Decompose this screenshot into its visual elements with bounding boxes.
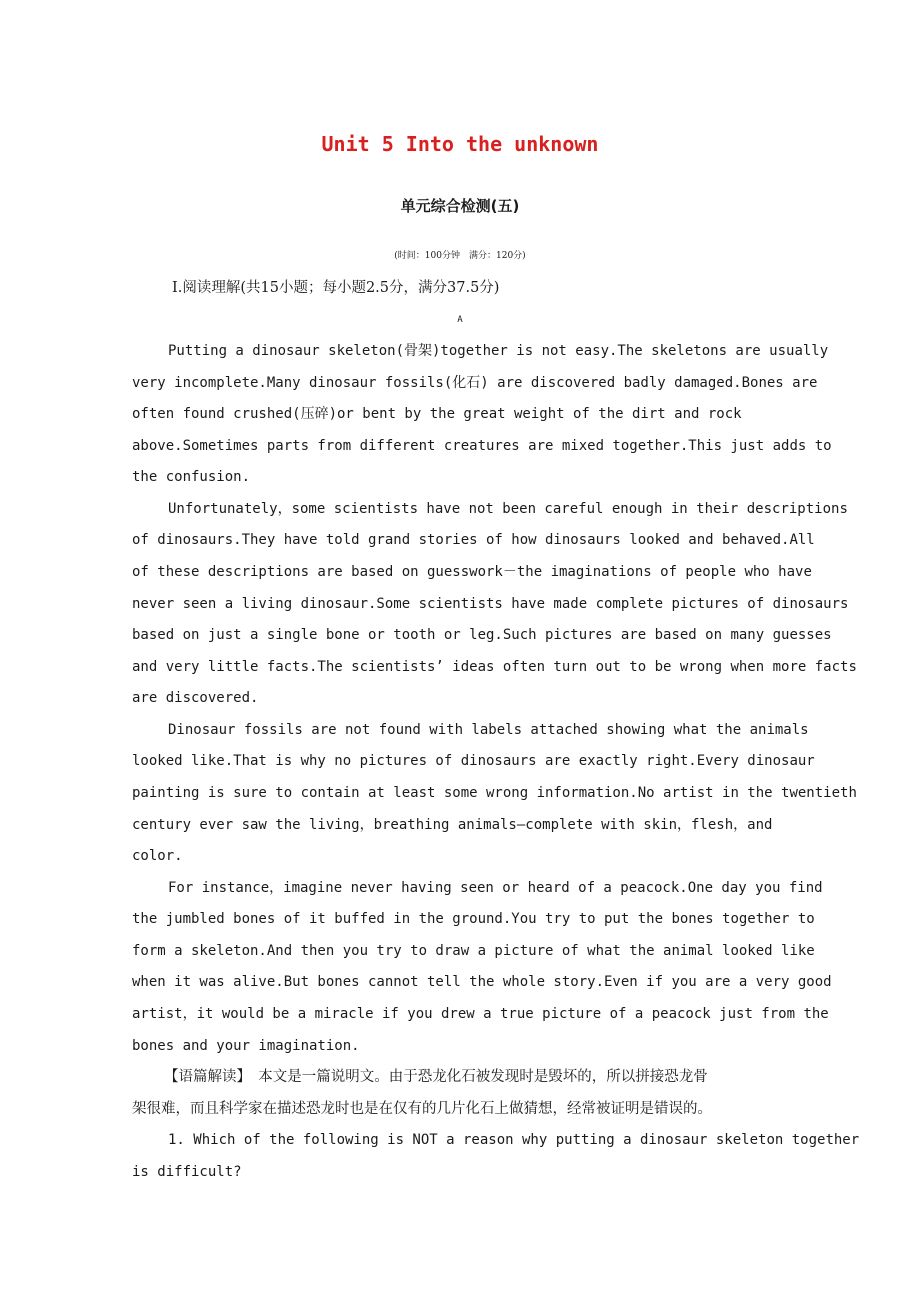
p2-line: and very little facts.The scientists’ ideas often turn out to be wrong when more facts <box>132 659 857 675</box>
p1-line: Putting a dinosaur skeleton(骨架)together is not easy.The skeletons are usually <box>168 343 829 359</box>
p3-line: looked like.That is why no pictures of dinosaurs are exactly right.Every dinosaur <box>132 753 815 769</box>
analysis-line: 架很难，而且科学家在描述恐龙时也是在仅有的几片化石上做猜想，经常被证明是错误的。 <box>132 1101 712 1117</box>
p2-line: based on just a single bone or tooth or leg.Such pictures are based on many guesses <box>132 627 832 643</box>
p4-line: For instance，imagine never having seen or heard of a peacock.One day you find <box>168 880 823 896</box>
p1-line: the confusion. <box>132 469 251 485</box>
p2-line: of dinosaurs.They have told grand stories of how dinosaurs looked and behaved.All <box>132 532 815 548</box>
p3-line: century ever saw the living，breathing animals—complete with skin，flesh，and <box>132 817 773 833</box>
p3-line: color. <box>132 848 183 864</box>
p1-line: often found crushed(压碎)or bent by the great weight of the dirt and rock <box>132 406 742 422</box>
question-1: 1. Which of the following is NOT a reason why putting a dinosaur skeleton together <box>168 1132 860 1148</box>
unit-title: Unit 5 Into the unknown <box>321 132 599 156</box>
passage-label: A <box>457 315 463 325</box>
p3-line: Dinosaur fossils are not found with labels attached showing what the animals <box>168 722 809 738</box>
question-1-cont: is difficult? <box>132 1164 242 1180</box>
p4-line: when it was alive.But bones cannot tell the whole story.Even if you are a very good <box>132 974 832 990</box>
p2-line: never seen a living dinosaur.Some scientists have made complete pictures of dinosaurs <box>132 596 849 612</box>
test-subtitle: 单元综合检测(五) <box>400 197 520 215</box>
p4-line: artist，it would be a miracle if you drew a true picture of a peacock just from the <box>132 1006 829 1022</box>
p4-line: bones and your imagination. <box>132 1038 360 1054</box>
p1-line: above.Sometimes parts from different creatures are mixed together.This just adds to <box>132 438 832 454</box>
section-heading: Ⅰ.阅读理解(共15小题；每小题2.5分，满分37.5分) <box>172 280 500 296</box>
p2-line: are discovered. <box>132 690 259 706</box>
p2-line: of these descriptions are based on guesswork－the imaginations of people who have <box>132 564 812 580</box>
p1-line: very incomplete.Many dinosaur fossils(化石) are discovered badly damaged.Bones are <box>132 375 818 391</box>
p2-line: Unfortunately，some scientists have not been careful enough in their descriptions <box>168 501 848 517</box>
time-info: (时间：100分钟 满分：120分) <box>394 251 526 261</box>
p4-line: the jumbled bones of it buffed in the ground.You try to put the bones together to <box>132 911 815 927</box>
analysis-line: 【语篇解读】 本文是一篇说明文。由于恐龙化石被发现时是毁坏的，所以拼接恐龙骨 <box>164 1069 708 1085</box>
p3-line: painting is sure to contain at least some wrong information.No artist in the twentieth <box>132 785 857 801</box>
p4-line: form a skeleton.And then you try to draw a picture of what the animal looked like <box>132 943 815 959</box>
